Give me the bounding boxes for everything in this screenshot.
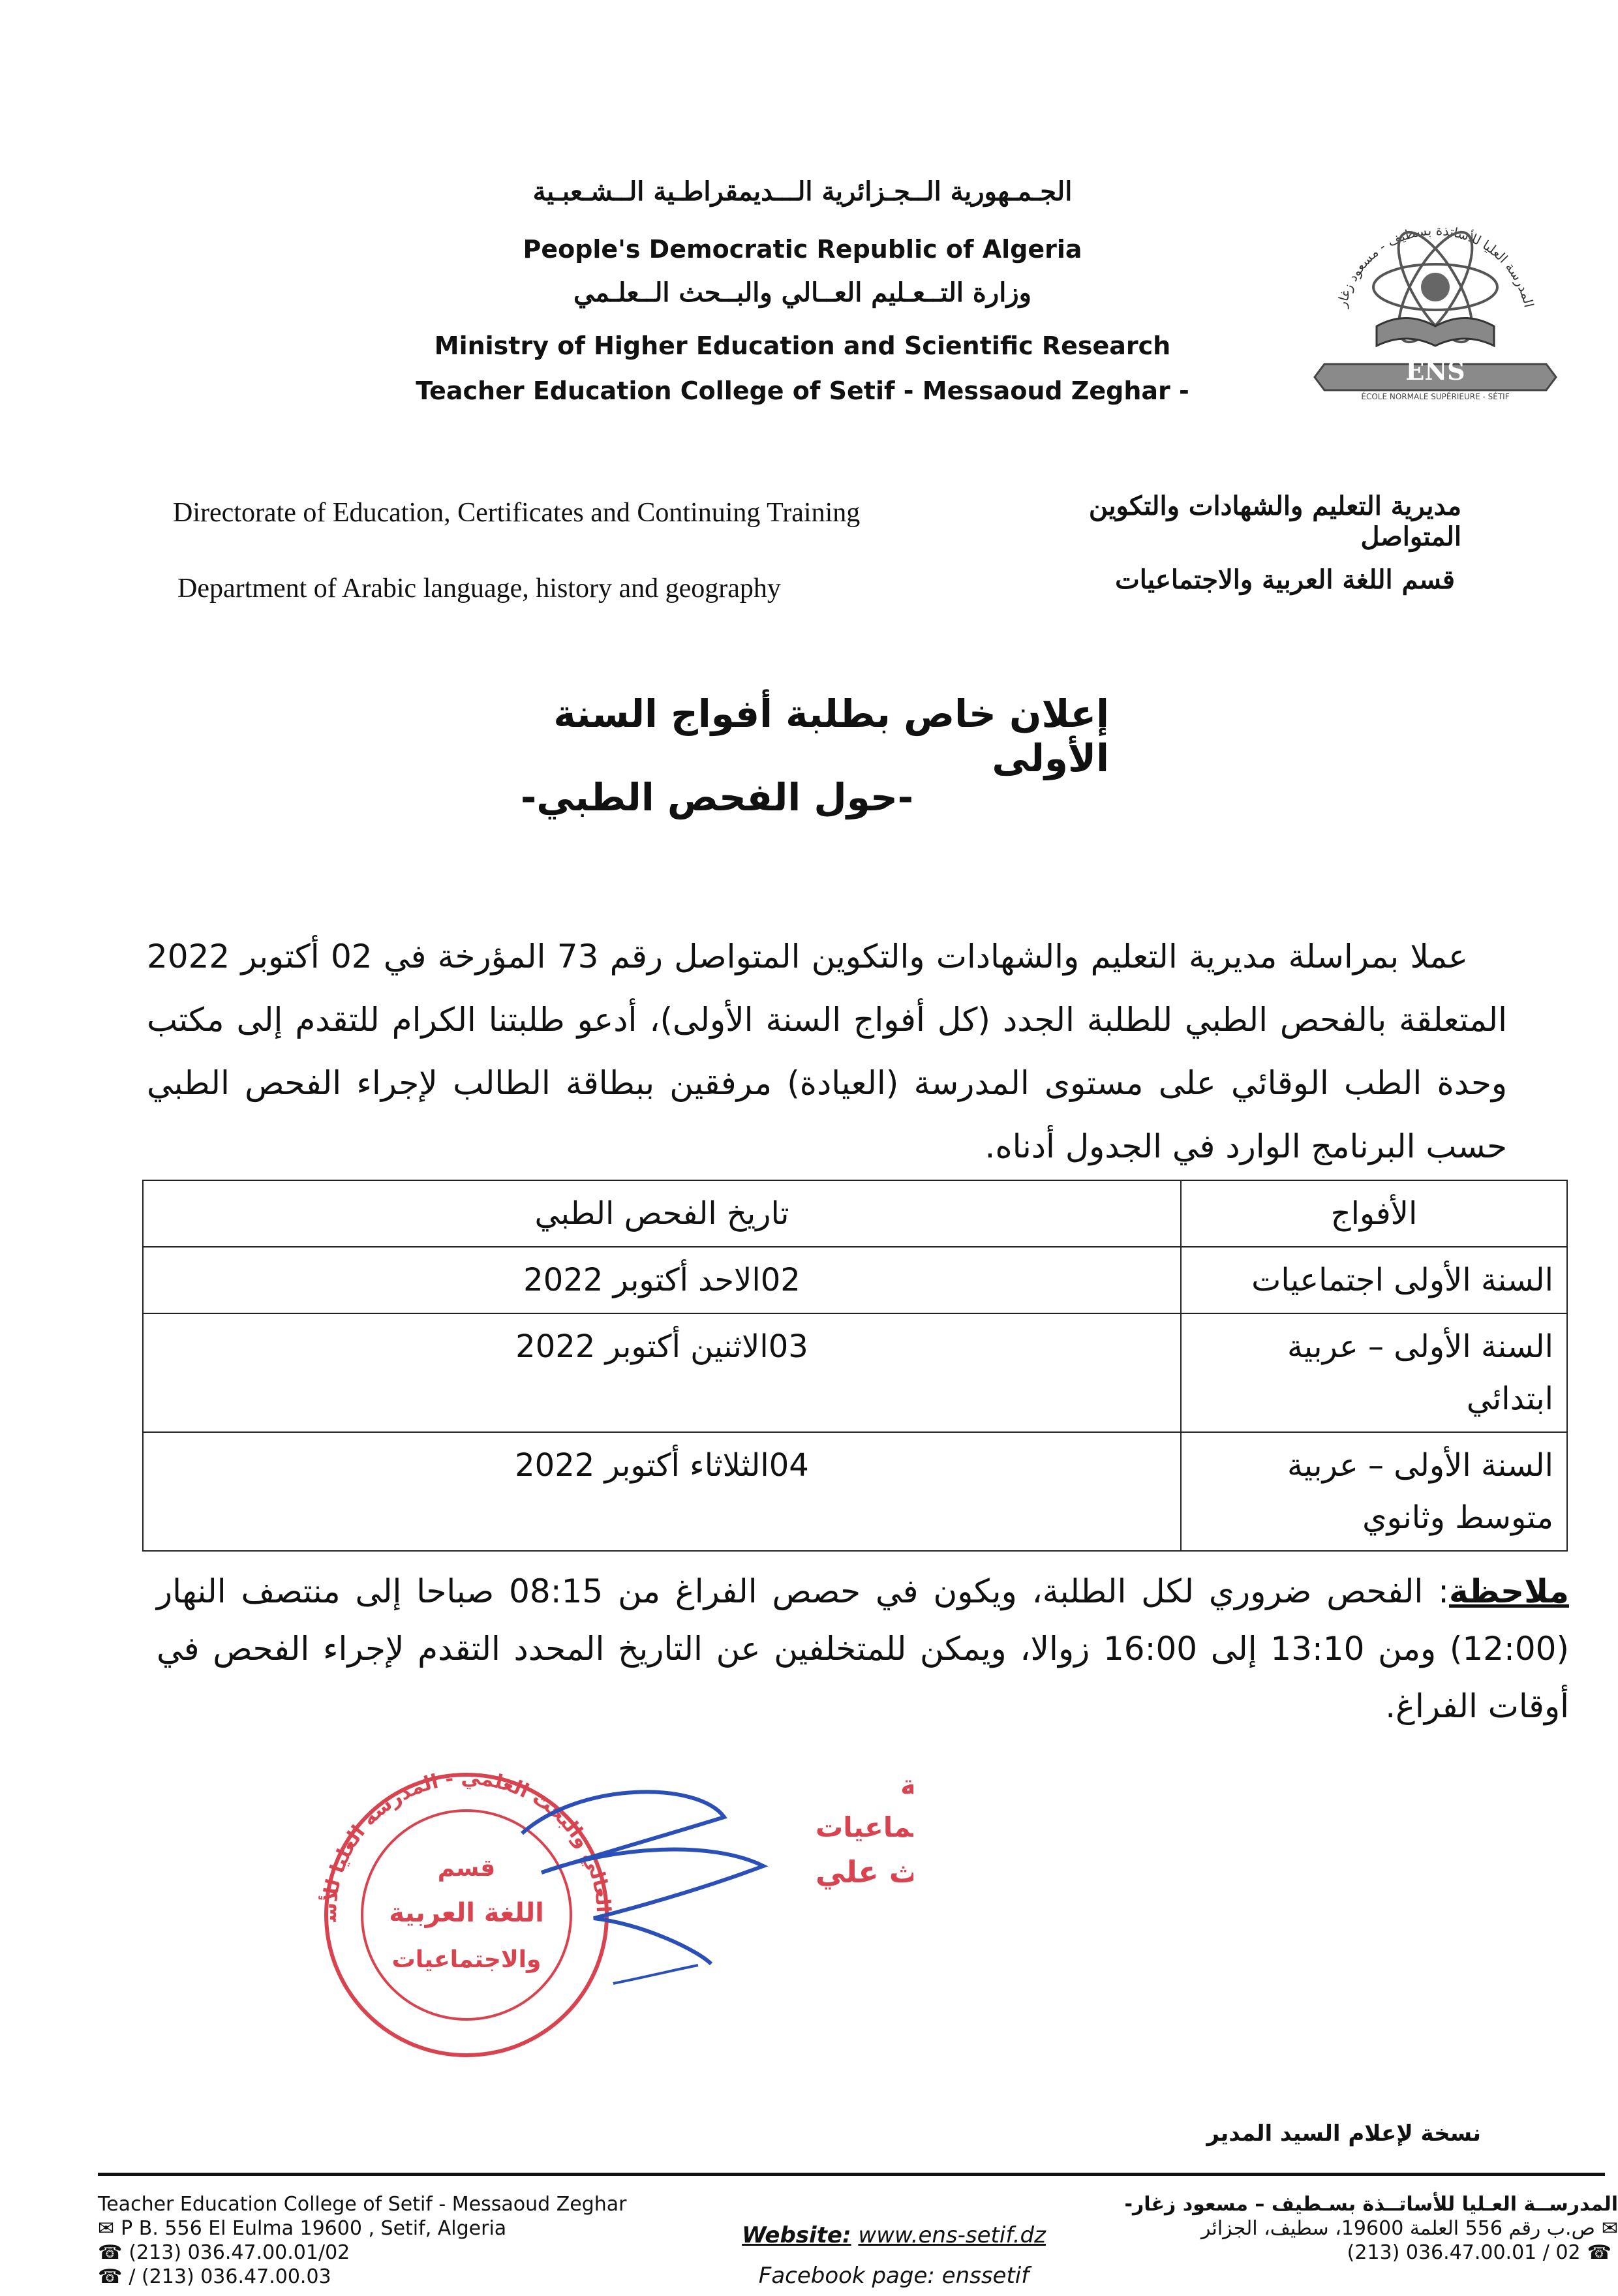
footer-phone-ar-row: [1109, 2241, 1618, 2265]
website-link[interactable]: www.ens-setif.dz: [858, 2222, 1046, 2248]
directorate-ar: مديرية التعليم والشهادات والتكوين المتواصل: [1088, 491, 1461, 552]
footer-facebook[interactable]: Facebook page: enssetif: [758, 2263, 1030, 2289]
table-cell-group: السنة الأولى – عربية ابتدائي: [1181, 1313, 1567, 1432]
footer-fax-row: [98, 2265, 685, 2289]
table-header-groups: الأفواج: [1181, 1180, 1567, 1247]
table-row: [143, 1247, 1567, 1313]
republic-ar: الجـمـهورية الــجـزائرية الـــديمقراطـية الــشـعبـية: [532, 176, 1073, 207]
stamp-graphic: [307, 1755, 913, 2062]
signature-line-3: ث علي: [816, 1854, 913, 1890]
ministry-en: Ministry of Higher Education and Scientific Research: [434, 331, 1171, 360]
department-ar: قسم اللغة العربية والاجتماعيات: [1115, 564, 1455, 595]
mail-icon: ✉: [1601, 2217, 1618, 2240]
stamp-inner-3: والاجتماعيات: [391, 1946, 542, 1973]
footer-divider: [98, 2173, 1605, 2176]
table-cell-date: 02الاحد أكتوبر 2022: [143, 1247, 1181, 1313]
footer-phone-row: [98, 2241, 685, 2265]
footer-address-ar: ص.ب رقم 556 العلمة 19600، سطيف، الجزائر: [1200, 2217, 1595, 2240]
stamp-inner-1: قسم: [437, 1855, 496, 1882]
ministry-ar: وزارة التــعـليم العــالي والبــحث الــعلـمي: [573, 277, 1031, 308]
table-cell-date: 04الثلاثاء أكتوبر 2022: [143, 1432, 1181, 1551]
footer-address-ar-row: [1109, 2216, 1618, 2241]
schedule-table-wrapper: [142, 1180, 1568, 1552]
footer-college-en: Teacher Education College of Setif - Messaoud Zeghar: [98, 2193, 627, 2216]
directorate-en: Directorate of Education, Certificates and Continuing Training: [173, 498, 861, 528]
website-label: Website:: [742, 2222, 851, 2248]
republic-en: People's Democratic Republic of Algeria: [523, 235, 1082, 264]
signature-block: [307, 1755, 913, 2062]
logo-text: ENS: [1405, 356, 1465, 386]
table-header-row: [143, 1180, 1567, 1247]
signature-ink-tail: [613, 1965, 698, 1983]
footer-right: [1109, 2192, 1618, 2265]
mail-icon: ✉: [98, 2217, 115, 2240]
body-paragraph: عملا بمراسلة مديرية التعليم والشهادات والتكوين المتواصل رقم 73 المؤرخة في 02 أكتوبر 2022 المتعلقة بالفحص الطبي للطلبة الجدد (كل أفواج السنة الأولى)، أدعو طلبتنا الكرام للتقدم إلى مكتب وحدة الطب الوقائي على مستوى المدرسة (العيادة) مرفقين ببطاقة الطالب لإجراء الفحص الطبي حسب البرنامج الوارد في الجدول أدناه.: [147, 938, 1507, 1165]
footer-phone-right: (213) 036.47.00.01 / 02: [1347, 2241, 1581, 2264]
copy-note: نسخة لإعلام السيد المدير: [1206, 2120, 1481, 2147]
stamp-outer-text: العالي والبحث العلمي - المدرسة العليا للأساتذة: [318, 1766, 615, 1922]
department-en: Department of Arabic language, history and geography: [177, 574, 781, 604]
table-cell-date: 03الاثنين أكتوبر 2022: [143, 1313, 1181, 1432]
signature-line-1: ة: [900, 1769, 913, 1801]
table-row: [143, 1432, 1567, 1551]
logo-arc-text: المدرسة العليا للأساتذة بسطيف - مسعود زغار: [1334, 222, 1537, 309]
table-row: [143, 1313, 1567, 1432]
college-en: Teacher Education College of Setif - Messaoud Zeghar -: [416, 376, 1189, 405]
logo-subtext: ÉCOLE NORMALE SUPÉRIEURE - SÉTIF: [1361, 392, 1510, 401]
footer-left: [98, 2192, 685, 2289]
table-header-date: تاريخ الفحص الطبي: [143, 1180, 1181, 1247]
note-paragraph: [157, 1563, 1569, 1735]
table-cell-group: السنة الأولى – عربية متوسط وثانوي: [1181, 1432, 1567, 1551]
footer-address: P B. 556 El Eulma 19600 , Setif, Algeria: [121, 2217, 507, 2240]
schedule-table: [142, 1180, 1568, 1552]
announcement-title: إعلان خاص بطلبة أفواج السنة الأولى: [553, 692, 1109, 780]
note-text: : الفحص ضروري لكل الطلبة، ويكون في حصص الفراغ من 08:15 صباحا إلى منتصف النهار (12:00) ومن 13:10 إلى 16:00 زوالا، ويمكن للمتخلفين عن التاريخ المحدد التقدم لإجراء الفحص في أوقات الفراغ.: [157, 1572, 1569, 1725]
stamp-inner-2: اللغة العربية: [389, 1898, 544, 1928]
footer-center: [705, 2215, 1083, 2296]
signature-line-2: ماعيات: [816, 1811, 912, 1843]
ens-logo-graphic: [1298, 215, 1572, 411]
phone-icon: ☎: [98, 2241, 123, 2264]
footer-fax: / (213) 036.47.00.03: [129, 2265, 331, 2288]
phone-icon: ☎: [1587, 2241, 1611, 2264]
ens-logo: [1298, 215, 1572, 411]
footer-website-row: [705, 2215, 1083, 2256]
note-label: ملاحظة: [1449, 1572, 1569, 1610]
footer-phone: (213) 036.47.00.01/02: [129, 2241, 350, 2264]
fax-icon: ☎: [98, 2265, 123, 2288]
footer-college-ar: المدرســة العـليا للأساتــذة بسـطيف – مسعود زغار-: [1124, 2193, 1618, 2216]
table-cell-group: السنة الأولى اجتماعيات: [1181, 1247, 1567, 1313]
footer-address-row: [98, 2216, 685, 2241]
announcement-subtitle: -حول الفحص الطبي-: [521, 775, 913, 819]
